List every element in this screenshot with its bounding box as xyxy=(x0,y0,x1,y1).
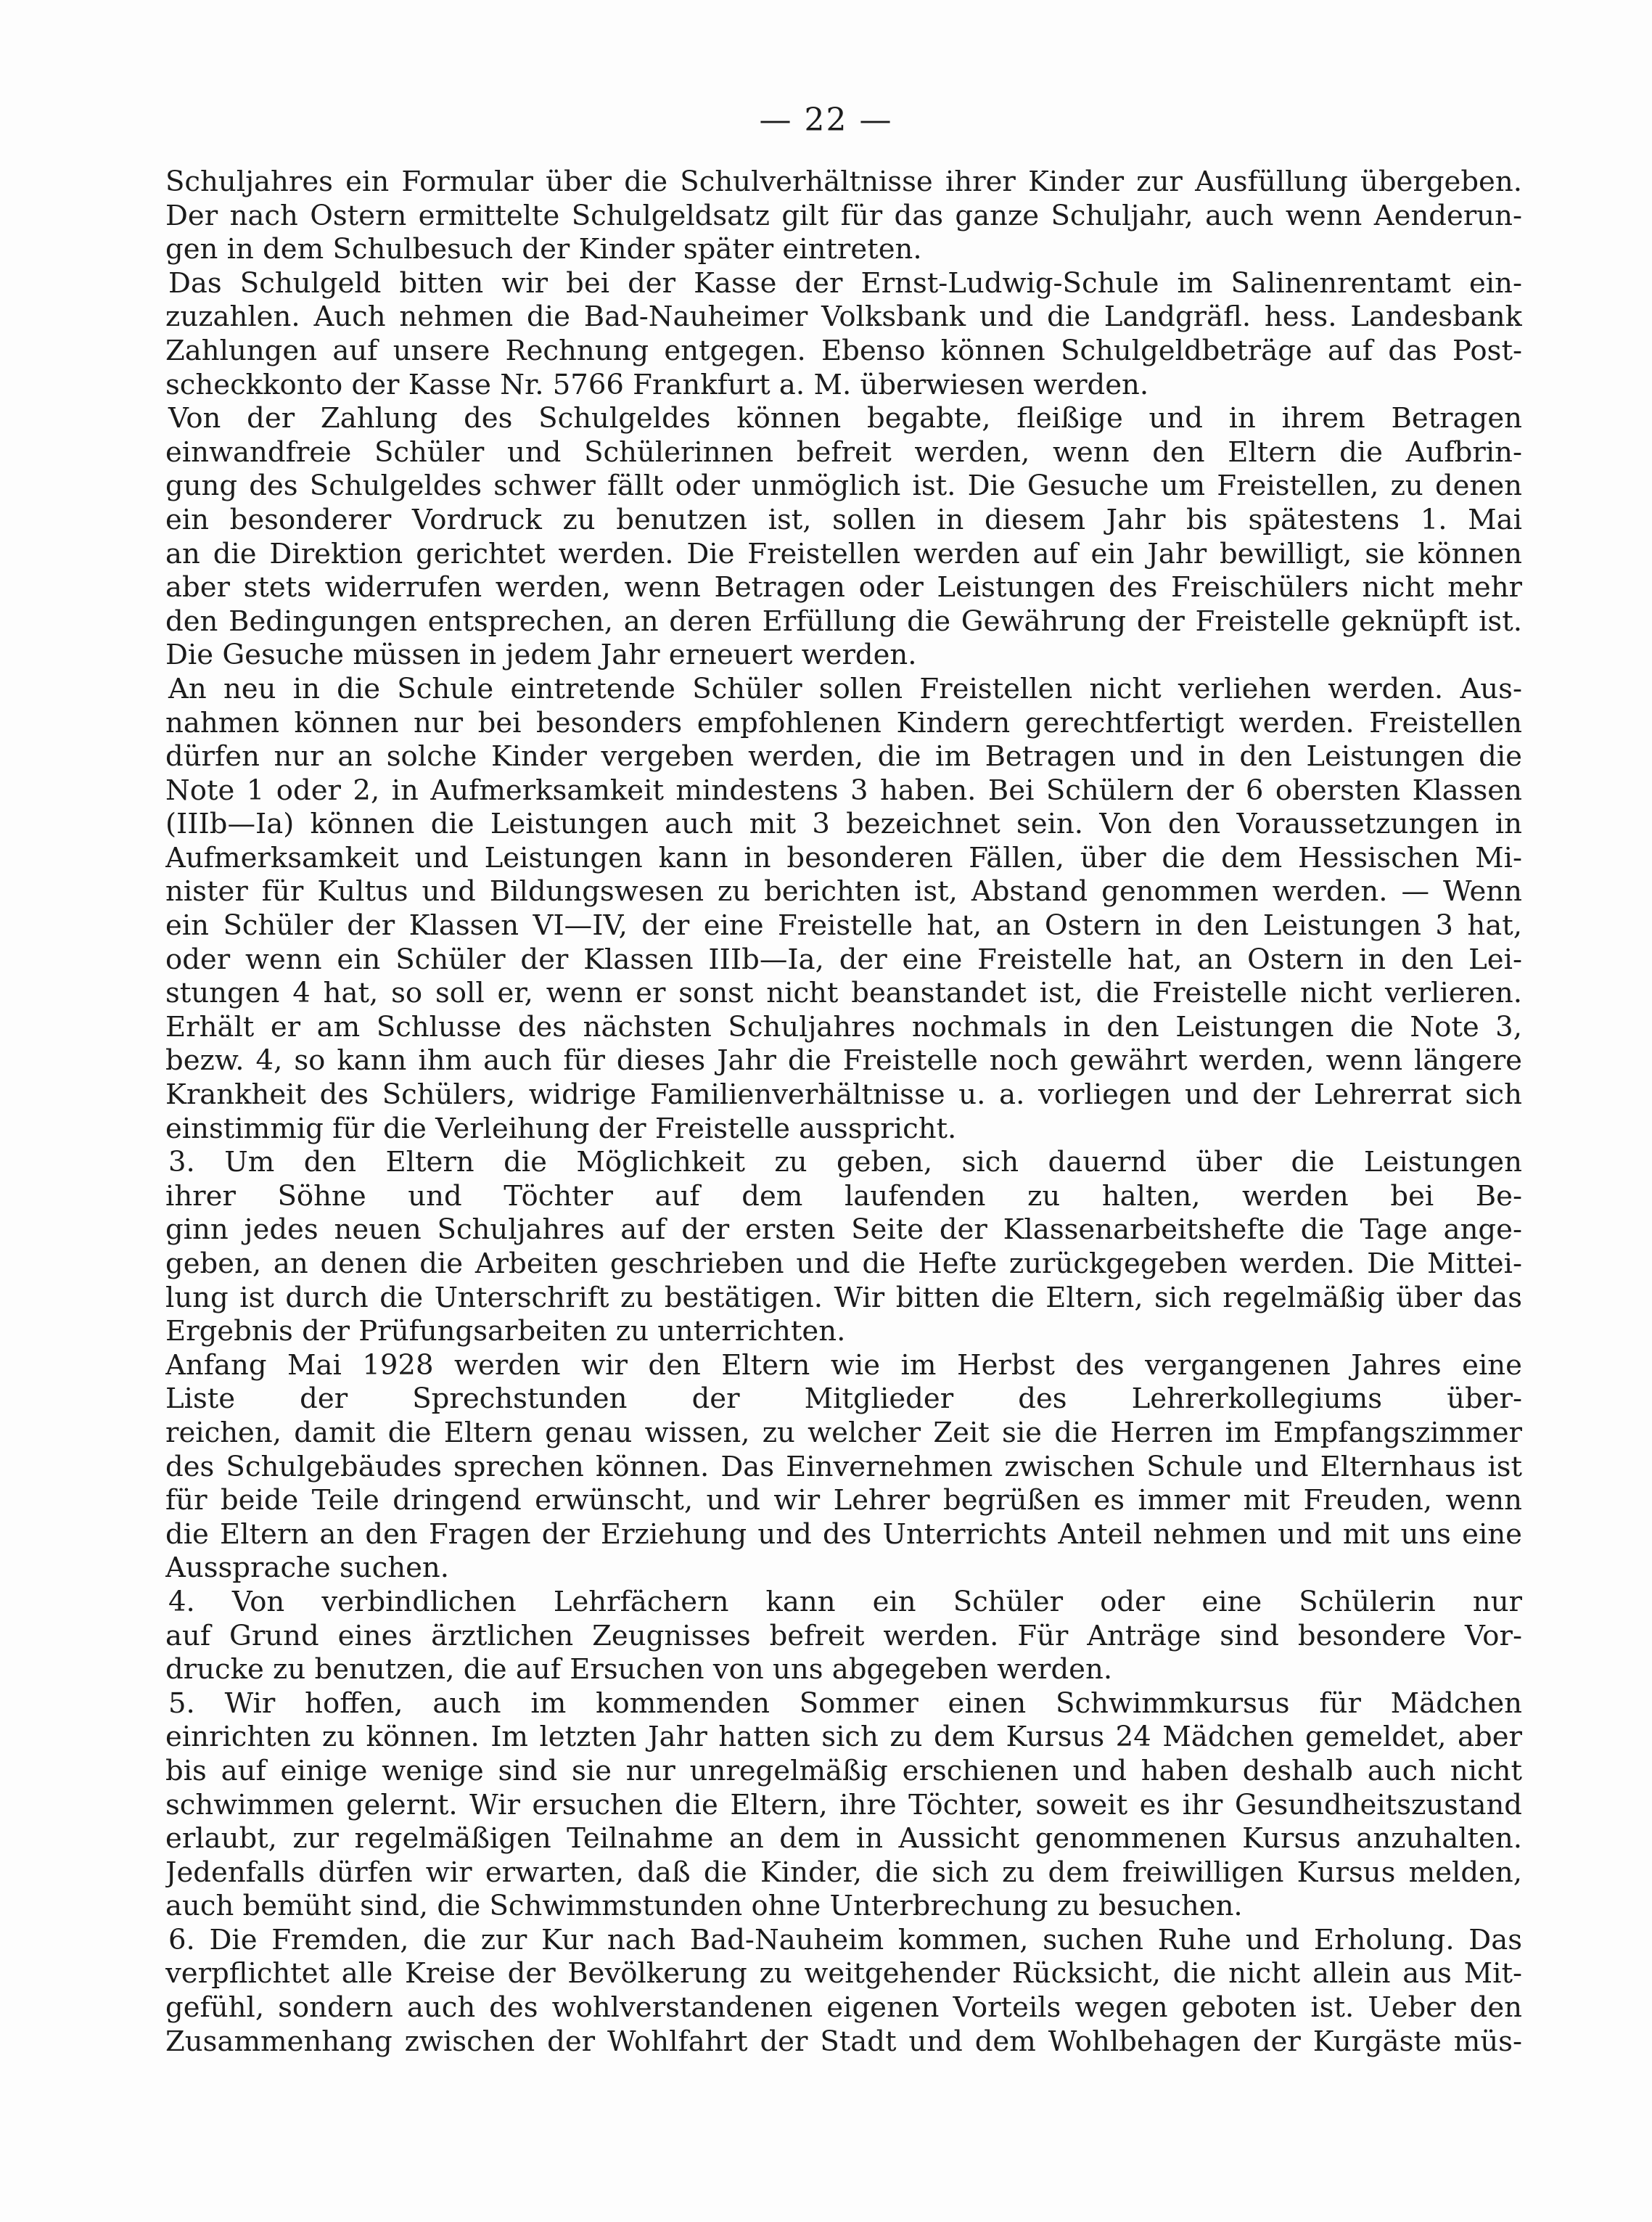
text-line: einwandfreie Schüler und Schülerinnen befreit werden, wenn den Eltern die Aufbrin- xyxy=(165,435,1522,469)
text-line: lung ist durch die Unterschrift zu bestätigen. Wir bitten die Eltern, sich regelmäßig über das xyxy=(165,1281,1522,1314)
text-line: ihrer Söhne und Töchter auf dem laufenden zu halten, werden bei Be- xyxy=(165,1179,1522,1213)
text-line: ginn jedes neuen Schuljahres auf der ersten Seite der Klassenarbeitshefte die Tage ange- xyxy=(165,1213,1522,1247)
text-line: Ergebnis der Prüfungsarbeiten zu unterrichten. xyxy=(165,1315,846,1348)
text-line: einrichten zu können. Im letzten Jahr hatten sich zu dem Kursus 24 Mädchen gemeldet, aber xyxy=(165,1721,1522,1754)
text-line: auf Grund eines ärztlichen Zeugnisses befreit werden. Für Anträge sind besondere Vor- xyxy=(165,1619,1522,1652)
text-line: Aufmerksamkeit und Leistungen kann in besonderen Fällen, über die dem Hessischen Mi- xyxy=(165,841,1522,874)
text-line: drucke zu benutzen, die auf Ersuchen von uns abgegeben werden. xyxy=(165,1653,1113,1686)
text-line: gen in dem Schulbesuch der Kinder später eintreten. xyxy=(165,233,922,266)
text-line: bezw. 4, so kann ihm auch für dieses Jahr die Freistelle noch gewährt werden, wenn längere xyxy=(165,1044,1522,1078)
text-line: ein Schüler der Klassen VI—IV, der eine Freistelle hat, an Ostern in den Leistungen 3 hat, xyxy=(165,909,1522,943)
text-line: Zusammenhang zwischen der Wohlfahrt der Stadt und dem Wohlbehagen der Kurgäste müs- xyxy=(165,2025,1522,2058)
text-line: Von der Zahlung des Schulgeldes können begabte, fleißige und in ihrem Betragen xyxy=(168,402,1522,435)
text-line: Liste der Sprechstunden der Mitglieder des Lehrerkollegiums über- xyxy=(165,1382,1522,1416)
text-line: auch bemüht sind, die Schwimmstunden ohne Unterbrechung zu besuchen. xyxy=(165,1890,1243,1923)
text-line: einstimmig für die Verleihung der Freistelle ausspricht. xyxy=(165,1112,957,1145)
text-line: nahmen können nur bei besonders empfohlenen Kindern gerechtfertigt werden. Freistellen xyxy=(165,706,1522,739)
text-line: 6. Die Fremden, die zur Kur nach Bad-Nauheim kommen, suchen Ruhe und Erholung. Das xyxy=(168,1923,1522,1956)
text-line: Der nach Ostern ermittelte Schulgeldsatz gilt für das ganze Schuljahr, auch wenn Aenderun- xyxy=(165,199,1522,232)
text-line: 3. Um den Eltern die Möglichkeit zu geben, sich dauernd über die Leistungen xyxy=(168,1146,1522,1179)
text-line: erlaubt, zur regelmäßigen Teilnahme an dem in Aussicht genommenen Kursus anzuhalten. xyxy=(165,1822,1522,1856)
text-line: Erhält er am Schlusse des nächsten Schuljahres nochmals in den Leistungen die Note 3, xyxy=(165,1010,1522,1044)
text-line: des Schulgebäudes sprechen können. Das Einvernehmen zwischen Schule und Elternhaus ist xyxy=(165,1450,1522,1483)
page-number: — 22 — xyxy=(759,102,893,139)
text-line: Note 1 oder 2, in Aufmerksamkeit mindestens 3 haben. Bei Schülern der 6 obersten Klassen xyxy=(165,774,1522,807)
text-line: Das Schulgeld bitten wir bei der Kasse der Ernst-Ludwig-Schule im Salinenrentamt ein- xyxy=(168,266,1522,300)
text-line: den Bedingungen entsprechen, an deren Erfüllung die Gewährung der Freistelle geknüpft ist. xyxy=(165,604,1522,638)
text-line: für beide Teile dringend erwünscht, und wir Lehrer begrüßen es immer mit Freuden, wenn xyxy=(165,1484,1522,1517)
text-line: oder wenn ein Schüler der Klassen IIIb—Ia, der eine Freistelle hat, an Ostern in den Lei- xyxy=(165,943,1522,976)
text-line: nister für Kultus und Bildungswesen zu berichten ist, Abstand genommen werden. — Wenn xyxy=(165,875,1522,909)
text-line: gefühl, sondern auch des wohlverstandenen eigenen Vorteils wegen geboten ist. Ueber den xyxy=(165,1991,1522,2025)
text-line: verpflichtet alle Kreise der Bevölkerung zu weitgehender Rücksicht, die nicht allein aus Mit- xyxy=(165,1957,1522,1991)
text-line: Zahlungen auf unsere Rechnung entgegen. Ebenso können Schulgeldbeträge auf das Post- xyxy=(165,334,1522,367)
text-line: An neu in die Schule eintretende Schüler sollen Freistellen nicht verliehen werden. Aus- xyxy=(168,672,1522,705)
body-text xyxy=(165,165,1522,2059)
text-line: geben, an denen die Arbeiten geschrieben und die Hefte zurückgegeben werden. Die Mittei- xyxy=(165,1247,1522,1280)
text-line: reichen, damit die Eltern genau wissen, zu welcher Zeit sie die Herren im Empfangszimmer xyxy=(165,1416,1522,1449)
text-line: schwimmen gelernt. Wir ersuchen die Eltern, ihre Töchter, soweit es ihr Gesundheitszustand xyxy=(165,1788,1522,1821)
text-line: ein besonderer Vordruck zu benutzen ist, sollen in diesem Jahr bis spätestens 1. Mai xyxy=(165,503,1522,536)
text-line: an die Direktion gerichtet werden. Die Freistellen werden auf ein Jahr bewilligt, sie können xyxy=(165,537,1522,570)
text-line: stungen 4 hat, so soll er, wenn er sonst nicht beanstandet ist, die Freistelle nicht verlieren. xyxy=(165,977,1522,1010)
text-line: Die Gesuche müssen in jedem Jahr erneuert werden. xyxy=(165,639,917,672)
text-line: scheckkonto der Kasse Nr. 5766 Frankfurt a. M. überwiesen werden. xyxy=(165,368,1149,401)
text-line: 4. Von verbindlichen Lehrfächern kann ein Schüler oder eine Schülerin nur xyxy=(168,1585,1522,1618)
text-line: (IIIb—Ia) können die Leistungen auch mit 3 bezeichnet sein. Von den Voraussetzungen in xyxy=(165,808,1522,841)
text-line: Aussprache suchen. xyxy=(165,1551,450,1585)
text-line: gung des Schulgeldes schwer fällt oder unmöglich ist. Die Gesuche um Freistellen, zu denen xyxy=(165,470,1522,503)
text-line: bis auf einige wenige sind sie nur unregelmäßig erschienen und haben deshalb auch nicht xyxy=(165,1754,1522,1787)
text-line: Krankheit des Schülers, widrige Familienverhältnisse u. a. vorliegen und der Lehrerrat sich xyxy=(165,1078,1522,1112)
text-line: zuzahlen. Auch nehmen die Bad-Nauheimer Volksbank und die Landgräfl. hess. Landesbank xyxy=(165,300,1522,334)
text-line: 5. Wir hoffen, auch im kommenden Sommer einen Schwimmkursus für Mädchen xyxy=(168,1686,1522,1720)
text-line: Schuljahres ein Formular über die Schulverhältnisse ihrer Kinder zur Ausfüllung übergeben. xyxy=(165,165,1522,198)
text-line: Anfang Mai 1928 werden wir den Eltern wie im Herbst des vergangenen Jahres eine xyxy=(165,1348,1522,1382)
text-line: aber stets widerrufen werden, wenn Betragen oder Leistungen des Freischülers nicht mehr xyxy=(165,571,1522,604)
text-line: dürfen nur an solche Kinder vergeben werden, die im Betragen und in den Leistungen die xyxy=(165,740,1522,774)
text-line: Jedenfalls dürfen wir erwarten, daß die Kinder, die sich zu dem freiwilligen Kursus melden, xyxy=(165,1856,1522,1889)
text-line: die Eltern an den Fragen der Erziehung und des Unterrichts Anteil nehmen und mit uns eine xyxy=(165,1517,1522,1551)
